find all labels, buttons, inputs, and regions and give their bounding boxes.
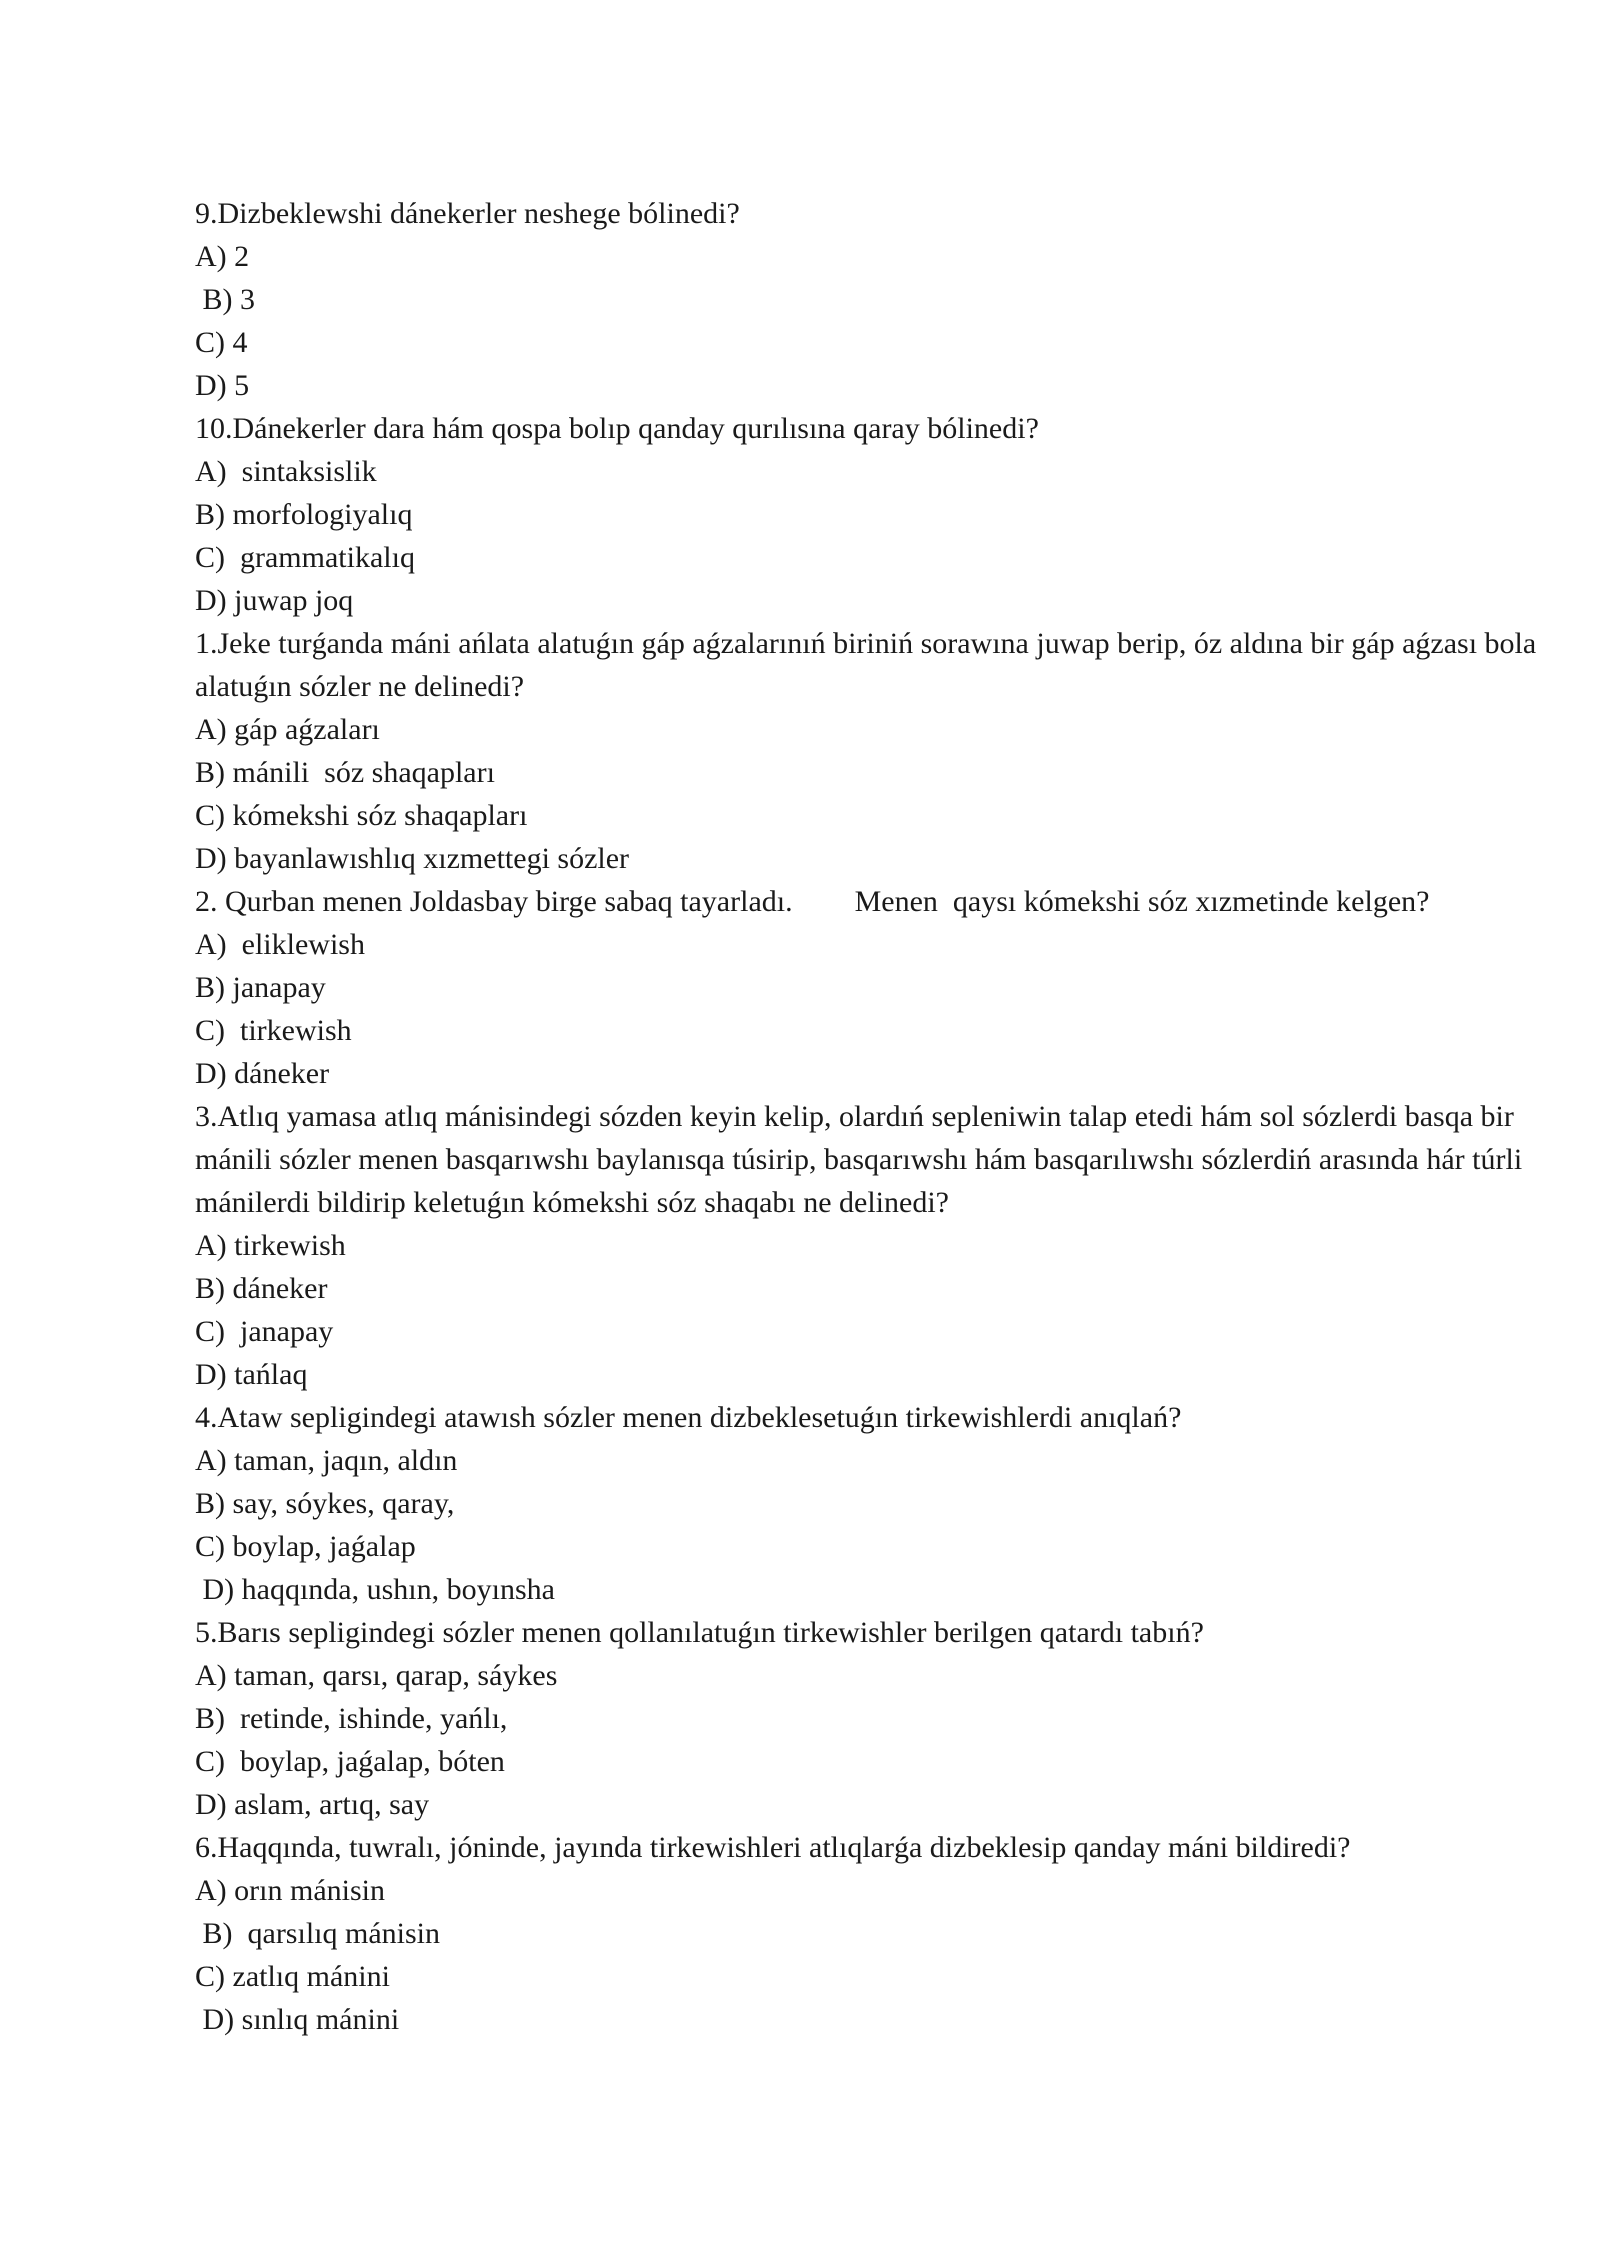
option-6d: D) sınlıq mánini [195, 2003, 400, 2036]
question-1: 1.Jeke turǵanda máni ańlata alatuǵın gáp aǵzalarınıń biriniń sorawına juwap berip, óz aldına bir gáp aǵzası bola alatuǵın sózler ne delinedi? [195, 627, 1537, 703]
option-3b: B) dáneker [195, 1272, 328, 1305]
option-2d: D) dáneker [195, 1057, 330, 1090]
option-3c: C) janapay [195, 1315, 334, 1348]
option-1c: C) kómekshi sóz shaqapları [195, 799, 528, 832]
option-4b: B) say, sóykes, qaray, [195, 1487, 455, 1520]
option-1d: D) bayanlawıshlıq xızmettegi sózler [195, 842, 630, 875]
option-2c: C) tirkewish [195, 1014, 352, 1047]
option-2a: A) eliklewish [195, 928, 365, 961]
option-5a: A) taman, qarsı, qarap, sáykes [195, 1659, 558, 1692]
option-5d: D) aslam, artıq, say [195, 1788, 430, 1821]
question-3: 3.Atlıq yamasa atlıq mánisindegi sózden keyin kelip, olardıń sepleniwin talap etedi hám sol sózlerdi basqa bir mánili sózler menen basqarıwshı baylanısqa túsirip, basqarıwshı hám basqarılıwshı sózlerdiń arasında hár túrli mánilerdi bildirip keletuǵın kómekshi sóz shaqabı ne delinedi? [195, 1100, 1523, 1219]
option-5c: C) boylap, jaǵalap, bóten [195, 1745, 505, 1778]
option-10a: A) sintaksislik [195, 455, 377, 488]
option-9d: D) 5 [195, 369, 250, 402]
option-10c: C) grammatikalıq [195, 541, 415, 574]
option-10d: D) juwap joq [195, 584, 354, 617]
option-9a: A) 2 [195, 240, 250, 273]
option-9b: B) 3 [195, 283, 255, 316]
question-10: 10.Dánekerler dara hám qospa bolıp qanday qurılısına qaray bólinedi? [195, 412, 1039, 445]
option-4d: D) haqqında, ushın, boyınsha [195, 1573, 555, 1606]
option-3d: D) tańlaq [195, 1358, 308, 1391]
option-1b: B) mánili sóz shaqapları [195, 756, 495, 789]
option-6b: B) qarsılıq mánisin [195, 1917, 440, 1950]
option-10b: B) morfologiyalıq [195, 498, 413, 531]
option-9c: C) 4 [195, 326, 248, 359]
quiz-content [195, 192, 1590, 2041]
option-4c: C) boylap, jaǵalap [195, 1530, 416, 1563]
question-9: 9.Dizbeklewshi dánekerler neshege bólinedi? [195, 197, 740, 230]
question-5: 5.Barıs sepligindegi sózler menen qollanılatuǵın tirkewishler berilgen qatardı tabıń? [195, 1616, 1204, 1649]
option-6a: A) orın mánisin [195, 1874, 385, 1907]
option-4a: A) taman, jaqın, aldın [195, 1444, 458, 1477]
option-3a: A) tirkewish [195, 1229, 346, 1262]
question-6: 6.Haqqında, tuwralı, jóninde, jayında tirkewishleri atlıqlarǵa dizbeklesip qanday máni bildiredi? [195, 1831, 1351, 1864]
question-2-prompt: Menen qaysı kómekshi sóz xızmetinde kelgen? [854, 885, 1430, 918]
question-2 [195, 880, 1590, 923]
option-5b: B) retinde, ishinde, yańlı, [195, 1702, 508, 1735]
option-6c: C) zatlıq mánini [195, 1960, 390, 1993]
option-1a: A) gáp aǵzaları [195, 713, 380, 746]
question-4: 4.Ataw sepligindegi atawısh sózler menen dizbeklesetuǵın tirkewishlerdi anıqlań? [195, 1401, 1182, 1434]
question-2-sentence: 2. Qurban menen Joldasbay birge sabaq tayarladı. [195, 885, 793, 918]
option-2b: B) janapay [195, 971, 326, 1004]
